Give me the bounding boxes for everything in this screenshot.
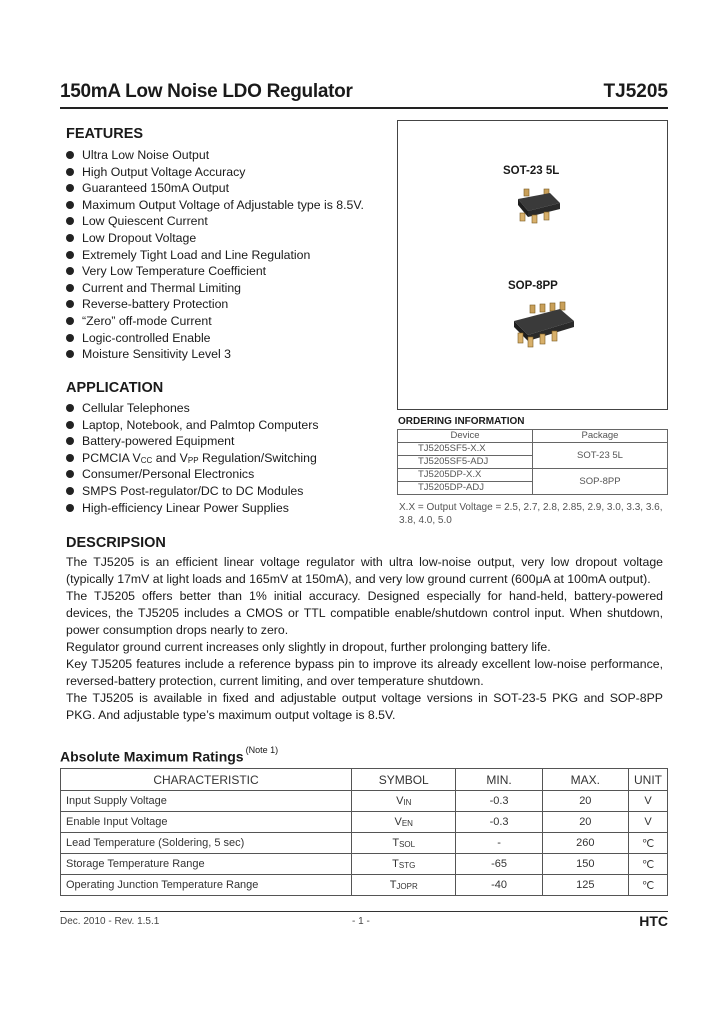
table-row xyxy=(398,443,668,456)
ordering-heading: ORDERING INFORMATION xyxy=(398,416,525,427)
unit-cell: V xyxy=(629,812,668,833)
max-cell: 20 xyxy=(542,791,628,812)
characteristic-header: CHARACTERISTIC xyxy=(61,769,352,791)
symbol-cell: $T_{SOL}$ xyxy=(351,833,456,854)
max-cell: 20 xyxy=(542,812,628,833)
description-paragraph: Regulator ground current increases only slightly in dropout, further prolonging battery life. xyxy=(66,640,551,654)
min-cell: -40 xyxy=(456,875,542,896)
min-cell: -0.3 xyxy=(456,812,542,833)
min-cell: -0.3 xyxy=(456,791,542,812)
list-item: High Output Voltage Accuracy xyxy=(66,164,364,181)
table-row xyxy=(398,469,668,482)
device-column-header: Device xyxy=(398,430,533,443)
list-item: Low Quiescent Current xyxy=(66,213,364,230)
symbol-cell: $V_{EN}$ xyxy=(351,812,456,833)
package-image-box xyxy=(397,120,668,410)
sop-package-label: SOP-8PP xyxy=(508,280,558,292)
list-item: Maximum Output Voltage of Adjustable type is 8.5V. xyxy=(66,197,364,214)
min-cell: - xyxy=(456,833,542,854)
unit-cell: V xyxy=(629,791,668,812)
list-item: Ultra Low Noise Output xyxy=(66,147,364,164)
table-row xyxy=(61,875,668,896)
package-column-header: Package xyxy=(533,430,668,443)
bullet-icon xyxy=(66,454,74,462)
symbol-cell: $V_{IN}$ xyxy=(351,791,456,812)
bullet-icon xyxy=(66,404,74,412)
list-item: Very Low Temperature Coefficient xyxy=(66,263,364,280)
ordering-table xyxy=(397,429,668,495)
package-cell: SOP-8PP xyxy=(533,469,668,495)
table-header-row xyxy=(398,430,668,443)
sot23-chip-icon xyxy=(510,185,566,231)
header-divider xyxy=(60,107,668,109)
application-heading: APPLICATION xyxy=(66,380,164,396)
max-cell: 150 xyxy=(542,854,628,875)
list-item: Cellular Telephones xyxy=(66,400,319,417)
ordering-note: X.X = Output Voltage = 2.5, 2.7, 2.8, 2.85, 2.9, 3.0, 3.3, 3.6, 3.8, 4.0, 5.0 xyxy=(399,502,663,526)
list-item: High-efficiency Linear Power Supplies xyxy=(66,500,319,517)
description-body xyxy=(66,554,663,724)
footer-date-revision: Dec. 2010 - Rev. 1.5.1 xyxy=(60,916,160,927)
description-heading: DESCRIPSION xyxy=(66,535,166,551)
bullet-icon xyxy=(66,217,74,225)
symbol-cell: $T_{STG}$ xyxy=(351,854,456,875)
list-item: PCMCIA $V_{CC}$ and $V_{PP}$ Regulation/Switching xyxy=(66,450,319,467)
list-item: Low Dropout Voltage xyxy=(66,230,364,247)
bullet-icon xyxy=(66,201,74,209)
bullet-icon xyxy=(66,184,74,192)
list-item: Reverse-battery Protection xyxy=(66,296,364,313)
max-cell: 125 xyxy=(542,875,628,896)
bullet-icon xyxy=(66,350,74,358)
table-row xyxy=(61,833,668,854)
list-item: Consumer/Personal Electronics xyxy=(66,466,319,483)
page-title: 150mA Low Noise LDO Regulator xyxy=(60,81,353,102)
bullet-icon xyxy=(66,267,74,275)
symbol-cell: $T_{JOPR}$ xyxy=(351,875,456,896)
bullet-icon xyxy=(66,234,74,242)
ratings-heading: Absolute Maximum Ratings $^{(Note 1)}$ xyxy=(60,745,279,765)
list-item: SMPS Post-regulator/DC to DC Modules xyxy=(66,483,319,500)
description-paragraph: The TJ5205 offers better than 1% initial accuracy. Designed especially for hand-held, battery-powered devices, the TJ5205 includes a CMOS or TTL compatible enable/shutdown control input. When shutdown, power consumption drops nearly to zero. xyxy=(66,589,663,637)
characteristic-cell: Enable Input Voltage xyxy=(61,812,352,833)
unit-header: UNIT xyxy=(629,769,668,791)
max-cell: 260 xyxy=(542,833,628,854)
ratings-note: (Note 1) xyxy=(245,745,279,755)
list-item: Logic-controlled Enable xyxy=(66,330,364,347)
application-list xyxy=(66,400,319,516)
characteristic-cell: Operating Junction Temperature Range xyxy=(61,875,352,896)
description-paragraph: The TJ5205 is an efficient linear voltage regulator with ultra low-noise output, very low dropout voltage (typically 17mV at light loads and 165mV at 150mA), and very low ground current (600μA at 100mA output). xyxy=(66,555,663,586)
bullet-icon xyxy=(66,487,74,495)
footer-page-number: - 1 - xyxy=(352,916,370,927)
footer-company: HTC xyxy=(639,913,668,929)
bullet-icon xyxy=(66,251,74,259)
unit-cell: ℃ xyxy=(629,875,668,896)
table-row xyxy=(61,812,668,833)
sot-package-label: SOT-23 5L xyxy=(503,165,560,177)
min-cell: -65 xyxy=(456,854,542,875)
features-heading: FEATURES xyxy=(66,126,144,142)
part-number: TJ5205 xyxy=(603,81,668,102)
ratings-table xyxy=(60,768,668,896)
features-list xyxy=(66,147,364,363)
list-item: Guaranteed 150mA Output xyxy=(66,180,364,197)
table-header-row xyxy=(61,769,668,791)
max-header: MAX. xyxy=(542,769,628,791)
characteristic-cell: Input Supply Voltage xyxy=(61,791,352,812)
list-item: “Zero” off-mode Current xyxy=(66,313,364,330)
unit-cell: ℃ xyxy=(629,854,668,875)
characteristic-cell: Storage Temperature Range xyxy=(61,854,352,875)
bullet-icon xyxy=(66,168,74,176)
bullet-icon xyxy=(66,437,74,445)
symbol-header: SYMBOL xyxy=(351,769,456,791)
bullet-icon xyxy=(66,334,74,342)
device-cell: TJ5205SF5-ADJ xyxy=(398,456,533,469)
bullet-icon xyxy=(66,300,74,308)
device-cell: TJ5205DP-X.X xyxy=(398,469,533,482)
sop8-chip-icon xyxy=(508,301,580,357)
list-item: Moisture Sensitivity Level 3 xyxy=(66,346,364,363)
list-item: Current and Thermal Limiting xyxy=(66,280,364,297)
device-cell: TJ5205SF5-X.X xyxy=(398,443,533,456)
bullet-icon xyxy=(66,504,74,512)
table-row xyxy=(61,854,668,875)
characteristic-cell: Lead Temperature (Soldering, 5 sec) xyxy=(61,833,352,854)
description-paragraph: Key TJ5205 features include a reference bypass pin to improve its already excellent low-noise performance, reversed-battery protection, current limiting, and over temperature shutdown. xyxy=(66,657,663,688)
bullet-icon xyxy=(66,151,74,159)
package-cell: SOT-23 5L xyxy=(533,443,668,469)
description-paragraph: The TJ5205 is available in fixed and adjustable output voltage versions in SOT-23-5 PKG and SOP-8PP PKG. And adjustable type’s maximum output voltage is 8.5V. xyxy=(66,691,663,722)
bullet-icon xyxy=(66,470,74,478)
table-row xyxy=(61,791,668,812)
footer-divider xyxy=(60,911,668,912)
unit-cell: ℃ xyxy=(629,833,668,854)
bullet-icon xyxy=(66,284,74,292)
min-header: MIN. xyxy=(456,769,542,791)
list-item: Laptop, Notebook, and Palmtop Computers xyxy=(66,417,319,434)
list-item: Battery-powered Equipment xyxy=(66,433,319,450)
device-cell: TJ5205DP-ADJ xyxy=(398,482,533,495)
bullet-icon xyxy=(66,317,74,325)
bullet-icon xyxy=(66,421,74,429)
list-item: Extremely Tight Load and Line Regulation xyxy=(66,247,364,264)
